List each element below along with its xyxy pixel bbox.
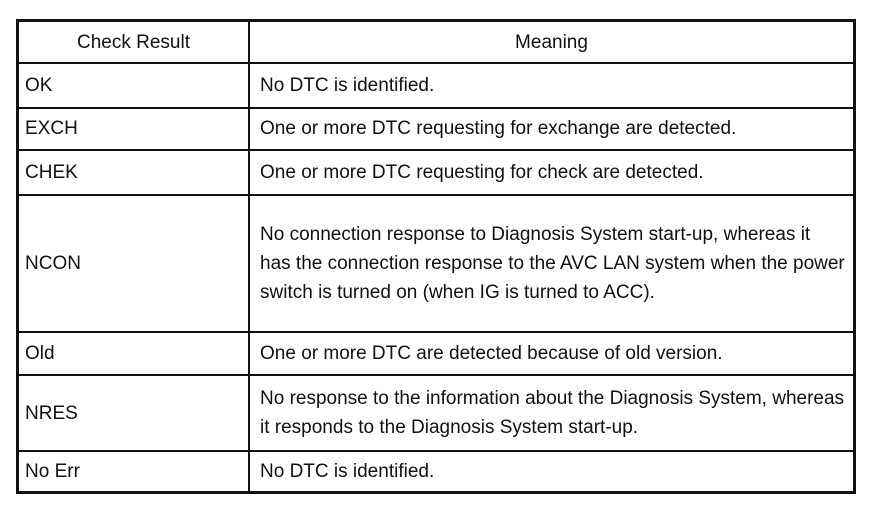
meaning-cell: No DTC is identified. — [249, 63, 853, 108]
check-result-cell: NCON — [19, 195, 249, 333]
header-check-result: Check Result — [19, 22, 249, 63]
check-result-table-container — [16, 19, 856, 494]
meaning-cell: One or more DTC are detected because of old version. — [249, 332, 853, 374]
table-header-row — [19, 22, 853, 63]
meaning-cell: One or more DTC requesting for exchange are detected. — [249, 108, 853, 150]
table-row — [19, 150, 853, 195]
table-row — [19, 108, 853, 150]
check-result-table — [19, 22, 853, 491]
check-result-cell: No Err — [19, 451, 249, 491]
check-result-cell: NRES — [19, 375, 249, 452]
check-result-cell: EXCH — [19, 108, 249, 150]
meaning-cell: No connection response to Diagnosis System start-up, whereas it has the connection response to the AVC LAN system when the power switch is turned on (when IG is turned to ACC). — [249, 195, 853, 333]
table-row — [19, 375, 853, 452]
table-row — [19, 63, 853, 108]
meaning-cell: No DTC is identified. — [249, 451, 853, 491]
check-result-cell: Old — [19, 332, 249, 374]
table-row — [19, 332, 853, 374]
check-result-cell: OK — [19, 63, 249, 108]
table-row — [19, 195, 853, 333]
table-row — [19, 451, 853, 491]
header-meaning: Meaning — [249, 22, 853, 63]
check-result-cell: CHEK — [19, 150, 249, 195]
meaning-cell: One or more DTC requesting for check are detected. — [249, 150, 853, 195]
meaning-cell: No response to the information about the Diagnosis System, whereas it responds to the Diagnosis System start-up. — [249, 375, 853, 452]
